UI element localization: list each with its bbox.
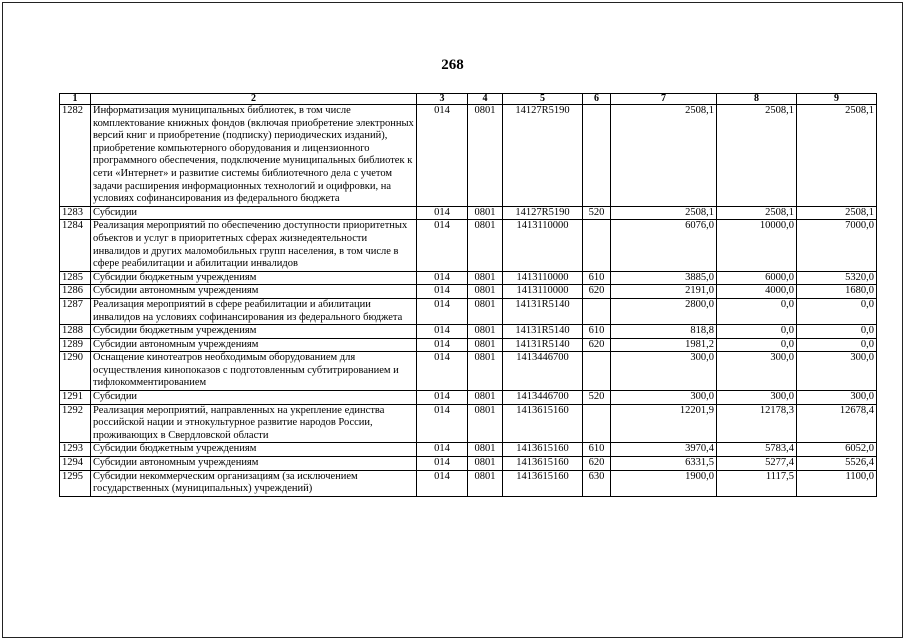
row-name: Субсидии автономным учреждениям: [91, 338, 417, 352]
amount-col7: 1981,2: [611, 338, 717, 352]
table-row: [60, 271, 877, 285]
row-number: 1295: [60, 470, 91, 496]
row-number: 1288: [60, 325, 91, 339]
amount-col8: 300,0: [717, 352, 797, 391]
code-ministry: 014: [417, 325, 468, 339]
amount-col9: 0,0: [797, 338, 877, 352]
code-ministry: 014: [417, 338, 468, 352]
amount-col8: 0,0: [717, 325, 797, 339]
col-header: 5: [503, 94, 583, 105]
amount-col8: 4000,0: [717, 285, 797, 299]
row-number: 1284: [60, 220, 91, 271]
row-name: Субсидии бюджетным учреждениям: [91, 443, 417, 457]
code-expense-type: [583, 220, 611, 271]
col-header: 8: [717, 94, 797, 105]
code-section: 0801: [468, 206, 503, 220]
code-expense-type: 520: [583, 206, 611, 220]
code-expense-type: [583, 404, 611, 443]
table-row: [60, 105, 877, 207]
code-ministry: 014: [417, 457, 468, 471]
amount-col9: 5320,0: [797, 271, 877, 285]
row-number: 1292: [60, 404, 91, 443]
code-target: 1413110000: [503, 271, 583, 285]
code-target: 1413446700: [503, 352, 583, 391]
code-ministry: 014: [417, 206, 468, 220]
amount-col7: 300,0: [611, 352, 717, 391]
code-ministry: 014: [417, 443, 468, 457]
amount-col7: 12201,9: [611, 404, 717, 443]
row-name: Субсидии автономным учреждениям: [91, 285, 417, 299]
col-header: 1: [60, 94, 91, 105]
amount-col9: 1680,0: [797, 285, 877, 299]
table-row: [60, 352, 877, 391]
amount-col7: 1900,0: [611, 470, 717, 496]
amount-col9: 300,0: [797, 352, 877, 391]
amount-col7: 3970,4: [611, 443, 717, 457]
code-section: 0801: [468, 105, 503, 207]
page-number: 268: [441, 57, 464, 73]
col-header: 7: [611, 94, 717, 105]
code-section: 0801: [468, 457, 503, 471]
code-expense-type: [583, 298, 611, 324]
row-name: Субсидии автономным учреждениям: [91, 457, 417, 471]
code-target: 1413615160: [503, 443, 583, 457]
row-name: Реализация мероприятий, направленных на укрепление единства российской нации и этнокультурное развитие народов России, проживающих в Свердловской области: [91, 404, 417, 443]
col-header: 3: [417, 94, 468, 105]
table-row: [60, 206, 877, 220]
amount-col7: 6076,0: [611, 220, 717, 271]
row-name: Субсидии некоммерческим организациям (за исключением государственных (муниципальных) учреждений): [91, 470, 417, 496]
row-name: Реализация мероприятий по обеспечению доступности приоритетных объектов и услуг в приоритетных сферах жизнедеятельности инвалидов и других маломобильных групп населения, в том числе в сфере реабилитации и абилитации инвалидов: [91, 220, 417, 271]
code-target: 1413110000: [503, 220, 583, 271]
code-ministry: 014: [417, 271, 468, 285]
code-target: 14127R5190: [503, 105, 583, 207]
code-section: 0801: [468, 220, 503, 271]
code-expense-type: [583, 105, 611, 207]
budget-table: [59, 93, 877, 497]
code-section: 0801: [468, 325, 503, 339]
code-ministry: 014: [417, 298, 468, 324]
code-target: 1413110000: [503, 285, 583, 299]
code-section: 0801: [468, 271, 503, 285]
code-section: 0801: [468, 338, 503, 352]
code-target: 1413615160: [503, 404, 583, 443]
row-number: 1289: [60, 338, 91, 352]
amount-col8: 12178,3: [717, 404, 797, 443]
amount-col8: 2508,1: [717, 206, 797, 220]
code-target: 14131R5140: [503, 338, 583, 352]
code-ministry: 014: [417, 470, 468, 496]
row-name: Оснащение кинотеатров необходимым оборудованием для осуществления кинопоказов с подготовленным субтитрированием и тифлокомментированием: [91, 352, 417, 391]
col-header: 9: [797, 94, 877, 105]
table-row: [60, 325, 877, 339]
amount-col9: 2508,1: [797, 206, 877, 220]
row-name: Субсидии бюджетным учреждениям: [91, 325, 417, 339]
amount-col8: 5783,4: [717, 443, 797, 457]
code-target: 14127R5190: [503, 206, 583, 220]
amount-col7: 2800,0: [611, 298, 717, 324]
row-number: 1283: [60, 206, 91, 220]
row-name: Субсидии: [91, 391, 417, 405]
code-target: 14131R5140: [503, 325, 583, 339]
code-target: 1413615160: [503, 470, 583, 496]
code-expense-type: 610: [583, 325, 611, 339]
code-section: 0801: [468, 443, 503, 457]
code-section: 0801: [468, 391, 503, 405]
code-expense-type: 610: [583, 271, 611, 285]
code-target: 14131R5140: [503, 298, 583, 324]
amount-col7: 300,0: [611, 391, 717, 405]
amount-col9: 12678,4: [797, 404, 877, 443]
row-name: Субсидии: [91, 206, 417, 220]
row-number: 1294: [60, 457, 91, 471]
table-row: [60, 338, 877, 352]
amount-col9: 5526,4: [797, 457, 877, 471]
table-row: [60, 285, 877, 299]
amount-col7: 2191,0: [611, 285, 717, 299]
amount-col8: 2508,1: [717, 105, 797, 207]
row-number: 1287: [60, 298, 91, 324]
code-ministry: 014: [417, 105, 468, 207]
code-section: 0801: [468, 285, 503, 299]
amount-col7: 2508,1: [611, 105, 717, 207]
col-header: 6: [583, 94, 611, 105]
row-name: Реализация мероприятий в сфере реабилитации и абилитации инвалидов на условиях софинансирования из федерального бюджета: [91, 298, 417, 324]
header-row: [60, 94, 877, 105]
code-expense-type: 620: [583, 457, 611, 471]
code-expense-type: [583, 352, 611, 391]
amount-col8: 0,0: [717, 298, 797, 324]
amount-col8: 0,0: [717, 338, 797, 352]
code-section: 0801: [468, 470, 503, 496]
table-row: [60, 404, 877, 443]
amount-col9: 300,0: [797, 391, 877, 405]
amount-col7: 2508,1: [611, 206, 717, 220]
row-name: Субсидии бюджетным учреждениям: [91, 271, 417, 285]
amount-col9: 0,0: [797, 325, 877, 339]
row-number: 1290: [60, 352, 91, 391]
row-name: Информатизация муниципальных библиотек, в том числе комплектование книжных фондов (включая приобретение электронных версий книг и приобретение (подписку) периодических изданий), приобретение компьютерного оборудования и лицензионного программного обеспечения, подключение муниципальных библиотек к сети «Интернет» и развитие системы библиотечного дела с учетом задачи расширения информационных технологий и оцифровки, на условиях софинансирования из федерального бюджета: [91, 105, 417, 207]
table-row: [60, 220, 877, 271]
code-expense-type: 610: [583, 443, 611, 457]
amount-col8: 5277,4: [717, 457, 797, 471]
amount-col9: 2508,1: [797, 105, 877, 207]
code-expense-type: 620: [583, 285, 611, 299]
table-row: [60, 391, 877, 405]
table-row: [60, 457, 877, 471]
row-number: 1291: [60, 391, 91, 405]
code-ministry: 014: [417, 352, 468, 391]
code-section: 0801: [468, 298, 503, 324]
amount-col8: 10000,0: [717, 220, 797, 271]
amount-col8: 1117,5: [717, 470, 797, 496]
code-expense-type: 520: [583, 391, 611, 405]
amount-col8: 6000,0: [717, 271, 797, 285]
code-expense-type: 630: [583, 470, 611, 496]
amount-col9: 0,0: [797, 298, 877, 324]
code-ministry: 014: [417, 391, 468, 405]
row-number: 1285: [60, 271, 91, 285]
code-ministry: 014: [417, 285, 468, 299]
code-section: 0801: [468, 404, 503, 443]
code-ministry: 014: [417, 220, 468, 271]
table-row: [60, 298, 877, 324]
code-target: 1413446700: [503, 391, 583, 405]
amount-col9: 7000,0: [797, 220, 877, 271]
code-ministry: 014: [417, 404, 468, 443]
amount-col9: 6052,0: [797, 443, 877, 457]
col-header: 4: [468, 94, 503, 105]
row-number: 1293: [60, 443, 91, 457]
amount-col9: 1100,0: [797, 470, 877, 496]
row-number: 1286: [60, 285, 91, 299]
amount-col8: 300,0: [717, 391, 797, 405]
code-target: 1413615160: [503, 457, 583, 471]
col-header: 2: [91, 94, 417, 105]
code-expense-type: 620: [583, 338, 611, 352]
amount-col7: 6331,5: [611, 457, 717, 471]
row-number: 1282: [60, 105, 91, 207]
table-row: [60, 470, 877, 496]
code-section: 0801: [468, 352, 503, 391]
amount-col7: 818,8: [611, 325, 717, 339]
amount-col7: 3885,0: [611, 271, 717, 285]
table-row: [60, 443, 877, 457]
